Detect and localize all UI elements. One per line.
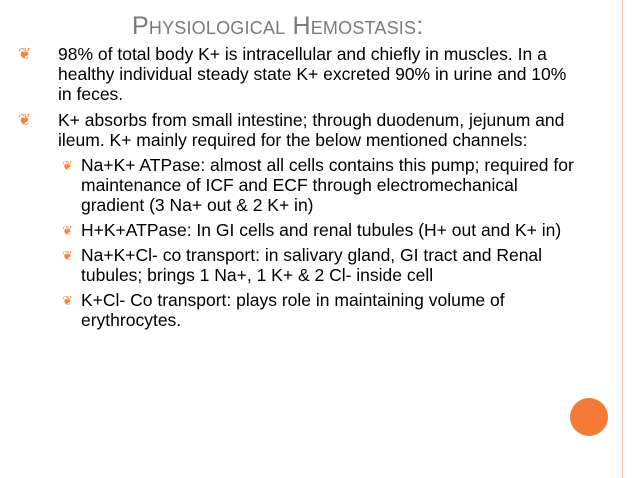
sub-bullet-text: Na+K+Cl- co transport: in salivary gland, GI tract and Renal tubules; brings 1 Na+, 1 K+ & 2 Cl- inside cell	[81, 245, 543, 285]
curl-bullet-icon: ❦	[18, 112, 32, 129]
bullet-item	[18, 110, 578, 150]
bullet-text: K+ absorbs from small intestine; through duodenum, jejunum and ileum. K+ mainly required for the below mentioned channels:	[58, 110, 565, 150]
bullet-item	[18, 44, 578, 104]
sub-bullet-item	[18, 290, 578, 330]
sub-bullet-text: Na+K+ ATPase: almost all cells contains this pump; required for maintenance of ICF and ECF through electromechanical gradient (3 Na+ out & 2 K+ in)	[81, 155, 574, 215]
sub-bullet-item	[18, 220, 578, 240]
slide-title-text: Physiological Hemostasis:	[132, 12, 424, 40]
bullet-list	[18, 38, 578, 330]
sub-bullet-item	[18, 155, 578, 215]
decorative-side-rule	[622, 0, 623, 478]
curl-bullet-icon: ❦	[18, 46, 32, 63]
curl-bullet-icon: ❦	[62, 293, 73, 308]
bullet-text: 98% of total body K+ is intracellular and chiefly in muscles. In a healthy individual steady state K+ excreted 90% in urine and 10% in feces.	[58, 44, 567, 104]
sub-bullet-text: H+K+ATPase: In GI cells and renal tubules (H+ out and K+ in)	[81, 220, 562, 240]
curl-bullet-icon: ❦	[62, 223, 73, 238]
curl-bullet-icon: ❦	[62, 248, 73, 263]
curl-bullet-icon: ❦	[62, 158, 73, 173]
sub-bullet-item	[18, 245, 578, 285]
slide-title	[132, 12, 423, 41]
decorative-orange-circle	[570, 398, 608, 436]
sub-bullet-text: K+Cl- Co transport: plays role in maintaining volume of erythrocytes.	[81, 290, 505, 330]
